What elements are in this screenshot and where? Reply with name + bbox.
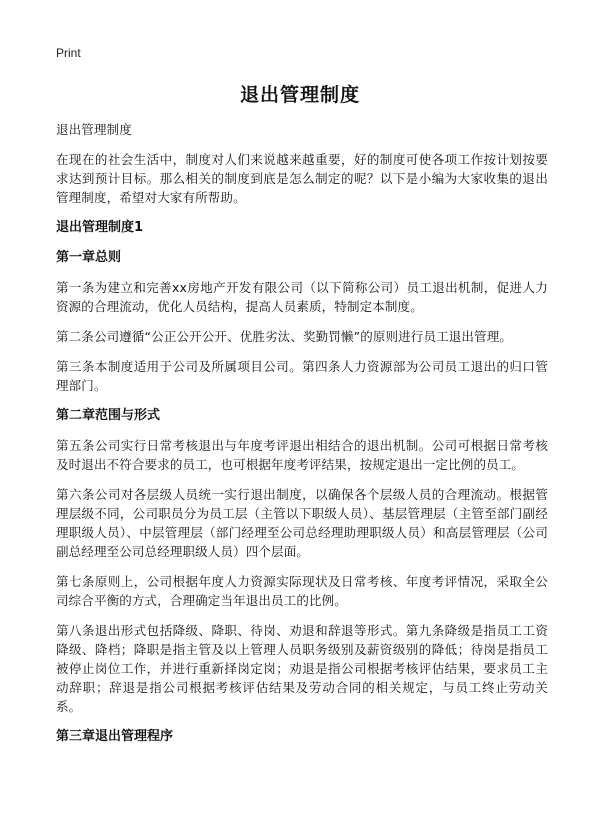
article-8-9: 第八条退出形式包括降级、降职、待岗、劝退和辞退等形式。第九条降级是指员工工资降级、降档；降职是指主管及以上管理人员职务级别及薪资级别的降低；待岗是指员工被停止岗位工作，并进行重新择岗定岗；劝退是指公司根据考核评估结果，要求员工主动辞职；辞退是指公司根据考核评估结果及劳动合同的相关规定，与员工终止劳动关系。 — [56, 623, 548, 714]
document-subtitle: 退出管理制度 — [56, 122, 132, 137]
document-title: 退出管理制度 — [239, 84, 360, 106]
article-3-4: 第三条本制度适用于公司及所属项目公司。第四条人力资源部为公司员工退出的归口管理部门。 — [56, 359, 548, 393]
chapter-1-title: 第一章总则 — [56, 250, 122, 265]
section-title: 退出管理制度1 — [56, 220, 144, 235]
chapter-2-title: 第二章范围与形式 — [56, 408, 161, 423]
document-content — [56, 120, 548, 757]
article-2: 第二条公司遵循“公正公开公开、优胜劣汰、奖勤罚懒”的原则进行员工退出管理。 — [56, 329, 513, 344]
article-6: 第六条公司对各层级人员统一实行退出制度，以确保各个层级人员的合理流动。根据管理层级不同，公司职员分为员工层（主管以下职级人员）、基层管理层（主管至部门副经理职级人员）、中层管理层（部门经理至公司总经理助理职级人员）和高层管理层（公司副总经理至公司总经理职级人员）四个层面。 — [56, 487, 548, 559]
print-label: Print — [56, 46, 81, 60]
article-5: 第五条公司实行日常考核退出与年度考评退出相结合的退出机制。公司可根据日常考核及时退出不符合要求的员工，也可根据年度考评结果，按规定退出一定比例的员工。 — [56, 438, 548, 472]
article-7: 第七条原则上，公司根据年度人力资源实际现状及日常考核、年度考评情况，采取全公司综合平衡的方式，合理确定当年退出员工的比例。 — [56, 574, 548, 608]
chapter-3-title: 第三章退出管理程序 — [56, 729, 174, 744]
article-1: 第一条为建立和完善xx房地产开发有限公司（以下简称公司）员工退出机制，促进人力资源的合理流动，优化人员结构，提高人员素质，特制定本制度。 — [56, 280, 548, 314]
intro-paragraph: 在现在的社会生活中，制度对人们来说越来越重要，好的制度可使各项工作按计划按要求达到预计目标。那么相关的制度到底是怎么制定的呢？以下是小编为大家收集的退出管理制度，希望对大家有所帮助。 — [56, 152, 548, 205]
